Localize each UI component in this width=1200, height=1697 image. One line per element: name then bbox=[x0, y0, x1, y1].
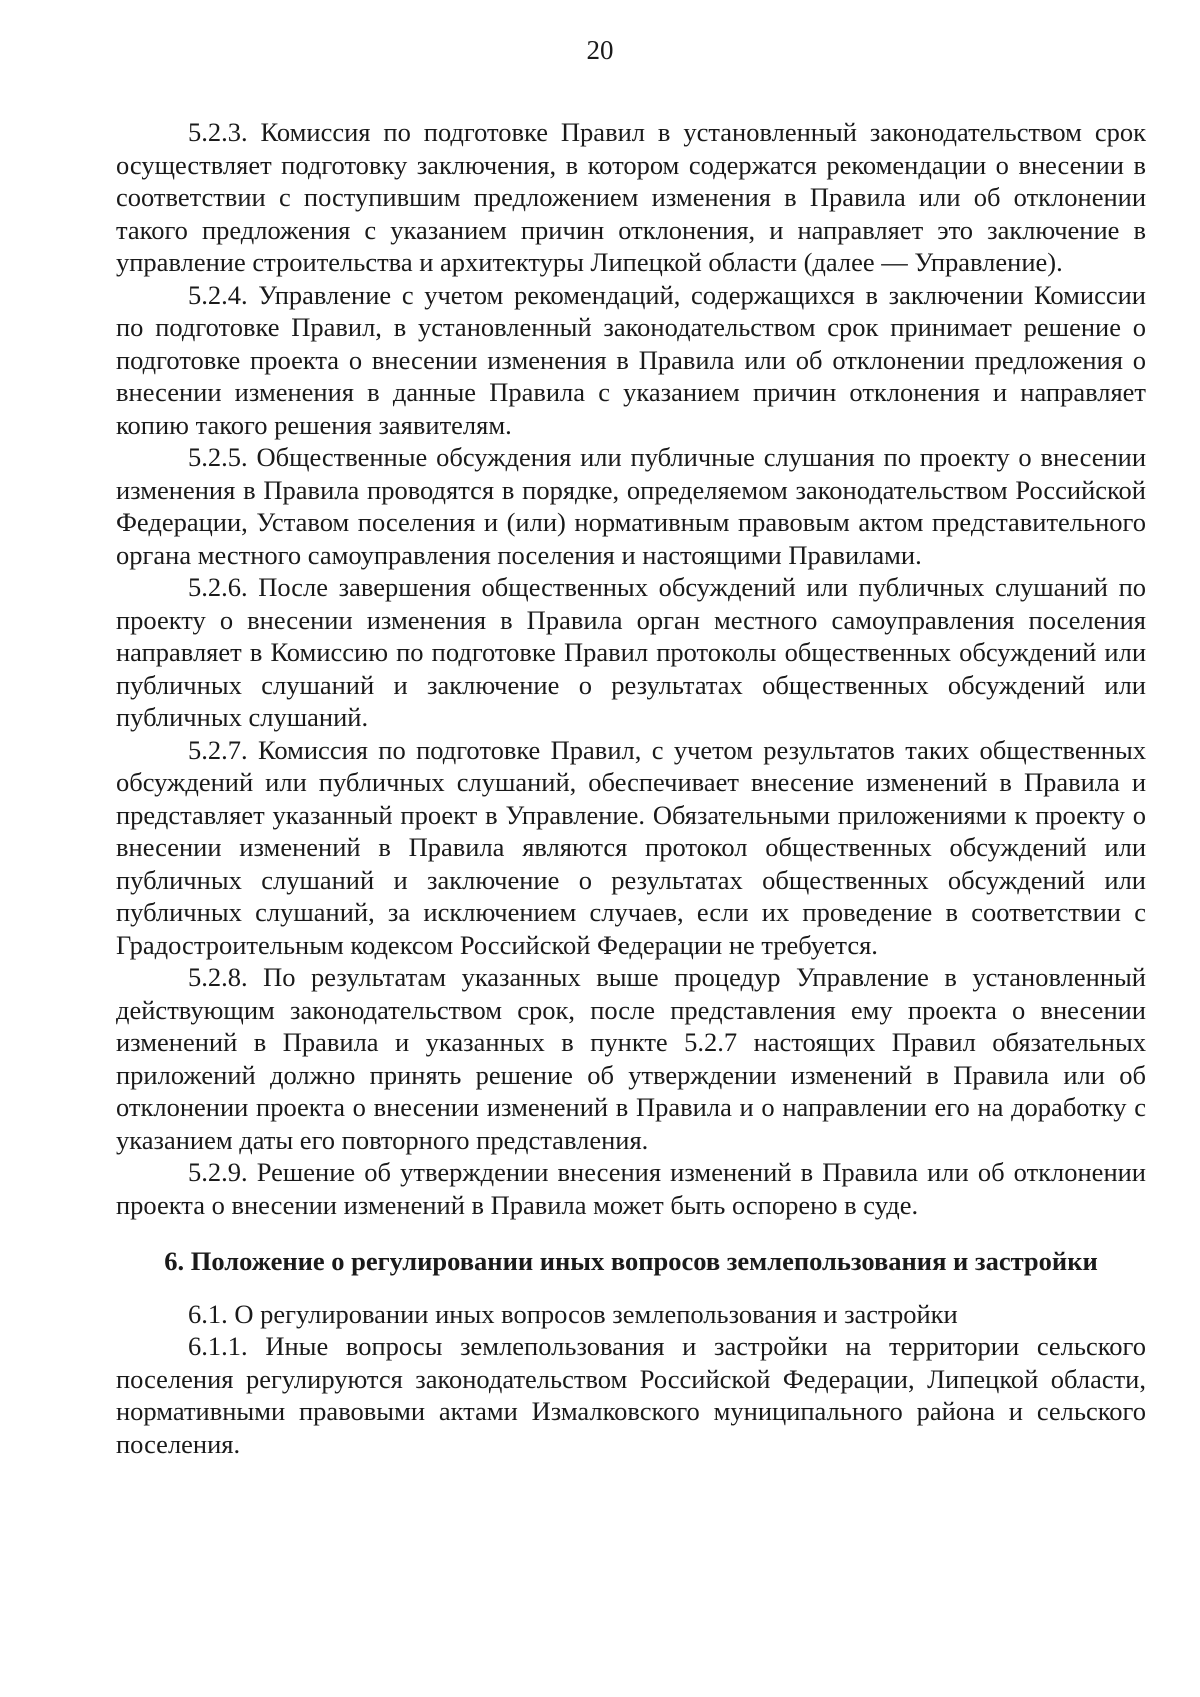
paragraph-6-1-1: 6.1.1. Иные вопросы землепользования и застройки на территории сельского поселения регулируются законодательством Российской Федерации, Липецкой области, нормативными правовыми актами Измалковского муниципального района и сельского поселения. bbox=[116, 1331, 1146, 1459]
paragraph-5-2-6: 5.2.6. После завершения общественных обсуждений или публичных слушаний по проекту о внесении изменения в Правила орган местного самоуправления поселения направляет в Комиссию по подготовке Правил протоколы общественных обсуждений или публичных слушаний и заключение о результатах общественных обсуждений или публичных слушаний. bbox=[116, 572, 1146, 732]
section-heading: 6. Положение о регулировании иных вопросов землепользования и застройки bbox=[164, 1246, 1098, 1276]
paragraph-5-2-4: 5.2.4. Управление с учетом рекомендаций, содержащихся в заключении Комиссии по подготовке Правил, в установленный законодательством срок принимает решение о подготовке проекта о внесении изменения в Правила или об отклонении предложения о внесении изменения в данные Правила с указанием причин отклонения и направляет копию такого решения заявителям. bbox=[116, 279, 1146, 440]
paragraph-5-2-5: 5.2.5. Общественные обсуждения или публичные слушания по проекту о внесении изменения в Правила проводятся в порядке, определяемом законодательством Российской Федерации, Уставом поселения и (или) нормативным правовым актом представительного органа местного самоуправления поселения и настоящими Правилами. bbox=[116, 442, 1146, 570]
page-number: 20 bbox=[586, 35, 614, 65]
document-body bbox=[116, 116, 1146, 1460]
paragraph-6-1: 6.1. О регулировании иных вопросов землепользования и застройки bbox=[188, 1298, 958, 1329]
paragraph-5-2-9: 5.2.9. Решение об утверждении внесения изменений в Правила или об отклонении проекта о внесении изменений в Правила может быть оспорено в суде. bbox=[116, 1157, 1146, 1220]
paragraph-5-2-3: 5.2.3. Комиссия по подготовке Правил в установленный законодательством срок осуществляет подготовку заключения, в котором содержатся рекомендации о внесении в соответствии с поступившим предложением изменения в Правила или об отклонении такого предложения с указанием причин отклонения, и направляет это заключение в управление строительства и архитектуры Липецкой области (далее — Управление). bbox=[116, 117, 1146, 277]
paragraph-5-2-7: 5.2.7. Комиссия по подготовке Правил, с учетом результатов таких общественных обсуждений или публичных слушаний, обеспечивает внесение изменений в Правила и представляет указанный проект в Управление. Обязательными приложениями к проекту о внесении изменений в Правила являются протокол общественных обсуждений или публичных слушаний и заключение о результатах общественных обсуждений или публичных слушаний, за исключением случаев, если их проведение в соответствии с Градостроительным кодексом Российской Федерации не требуется. bbox=[116, 734, 1146, 960]
paragraph-5-2-8: 5.2.8. По результатам указанных выше процедур Управление в установленный действующим законодательством срок, после представления ему проекта о внесении изменений в Правила и указанных в пункте 5.2.7 настоящих Правил обязательных приложений должно принять решение об утверждении изменений в Правила или об отклонении проекта о внесении изменений в Правила и о направлении его на доработку с указанием даты его повторного представления. bbox=[116, 962, 1146, 1155]
